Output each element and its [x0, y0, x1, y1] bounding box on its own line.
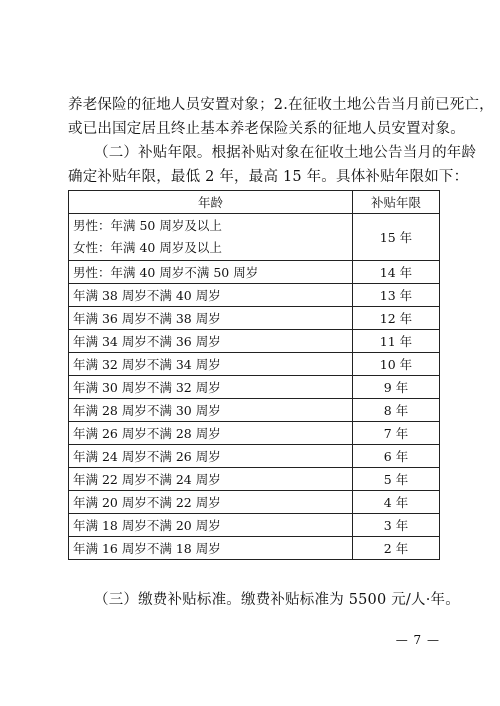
age-male: 男性：年满 50 周岁及以上 — [73, 218, 222, 233]
years-cell: 12 年 — [353, 307, 440, 330]
years-cell: 10 年 — [353, 353, 440, 376]
table-row — [69, 422, 440, 445]
age-cell: 年满 26 周岁不满 28 周岁 — [69, 422, 353, 445]
table-row — [69, 399, 440, 422]
subsidy-years-table — [68, 190, 440, 560]
years-cell: 4 年 — [353, 491, 440, 514]
years-cell: 9 年 — [353, 376, 440, 399]
table-row — [69, 353, 440, 376]
page-number: — 7 — — [395, 633, 440, 647]
paragraph-line: 养老保险的征地人员安置对象；2.在征收土地公告当月前已死亡， — [68, 97, 494, 113]
age-cell: 年满 34 周岁不满 36 周岁 — [69, 330, 353, 353]
header-subsidy-years: 补贴年限 — [353, 191, 440, 214]
years-cell: 14 年 — [353, 261, 440, 284]
header-age: 年龄 — [69, 191, 353, 214]
age-cell: 男性：年满 40 周岁不满 50 周岁 — [69, 261, 353, 284]
paragraph-subsidy-years — [68, 141, 477, 189]
table-row — [69, 468, 440, 491]
years-cell: 2 年 — [353, 537, 440, 560]
age-cell: 年满 28 周岁不满 30 周岁 — [69, 399, 353, 422]
paragraph-line: 或已出国定居且终止基本养老保险关系的征地人员安置对象。 — [68, 121, 465, 137]
table-row — [69, 445, 440, 468]
years-cell: 13 年 — [353, 284, 440, 307]
paragraph-line: 确定补贴年限，最低 2 年，最高 15 年。具体补贴年限如下： — [68, 169, 469, 185]
age-cell: 年满 22 周岁不满 24 周岁 — [69, 468, 353, 491]
age-cell: 年满 16 周岁不满 18 周岁 — [69, 537, 353, 560]
paragraph-line: （二）补贴年限。根据补贴对象在征收土地公告当月的年龄 — [94, 145, 477, 161]
years-cell: 11 年 — [353, 330, 440, 353]
table-row — [69, 376, 440, 399]
years-cell: 7 年 — [353, 422, 440, 445]
age-cell: 年满 30 周岁不满 32 周岁 — [69, 376, 353, 399]
table-row — [69, 491, 440, 514]
age-cell — [69, 214, 353, 261]
age-cell: 年满 32 周岁不满 34 周岁 — [69, 353, 353, 376]
age-female: 女性：年满 40 周岁及以上 — [73, 240, 222, 255]
paragraph-eligibility-continued — [68, 93, 494, 141]
years-cell: 15 年 — [353, 214, 440, 261]
table-row — [69, 330, 440, 353]
paragraph-line: （三）缴费补贴标准。缴费补贴标准为 5500 元/人·年。 — [94, 592, 460, 608]
age-cell: 年满 20 周岁不满 22 周岁 — [69, 491, 353, 514]
table-row — [69, 537, 440, 560]
table-row — [69, 261, 440, 284]
years-cell: 6 年 — [353, 445, 440, 468]
years-cell: 3 年 — [353, 514, 440, 537]
table-row — [69, 514, 440, 537]
age-cell: 年满 24 周岁不满 26 周岁 — [69, 445, 353, 468]
age-cell: 年满 36 周岁不满 38 周岁 — [69, 307, 353, 330]
age-cell: 年满 18 周岁不满 20 周岁 — [69, 514, 353, 537]
table-row — [69, 307, 440, 330]
table-row — [69, 214, 440, 261]
table-header-row — [69, 191, 440, 214]
years-cell: 8 年 — [353, 399, 440, 422]
paragraph-payment-standard — [68, 588, 460, 612]
age-cell: 年满 38 周岁不满 40 周岁 — [69, 284, 353, 307]
years-cell: 5 年 — [353, 468, 440, 491]
table-row — [69, 284, 440, 307]
